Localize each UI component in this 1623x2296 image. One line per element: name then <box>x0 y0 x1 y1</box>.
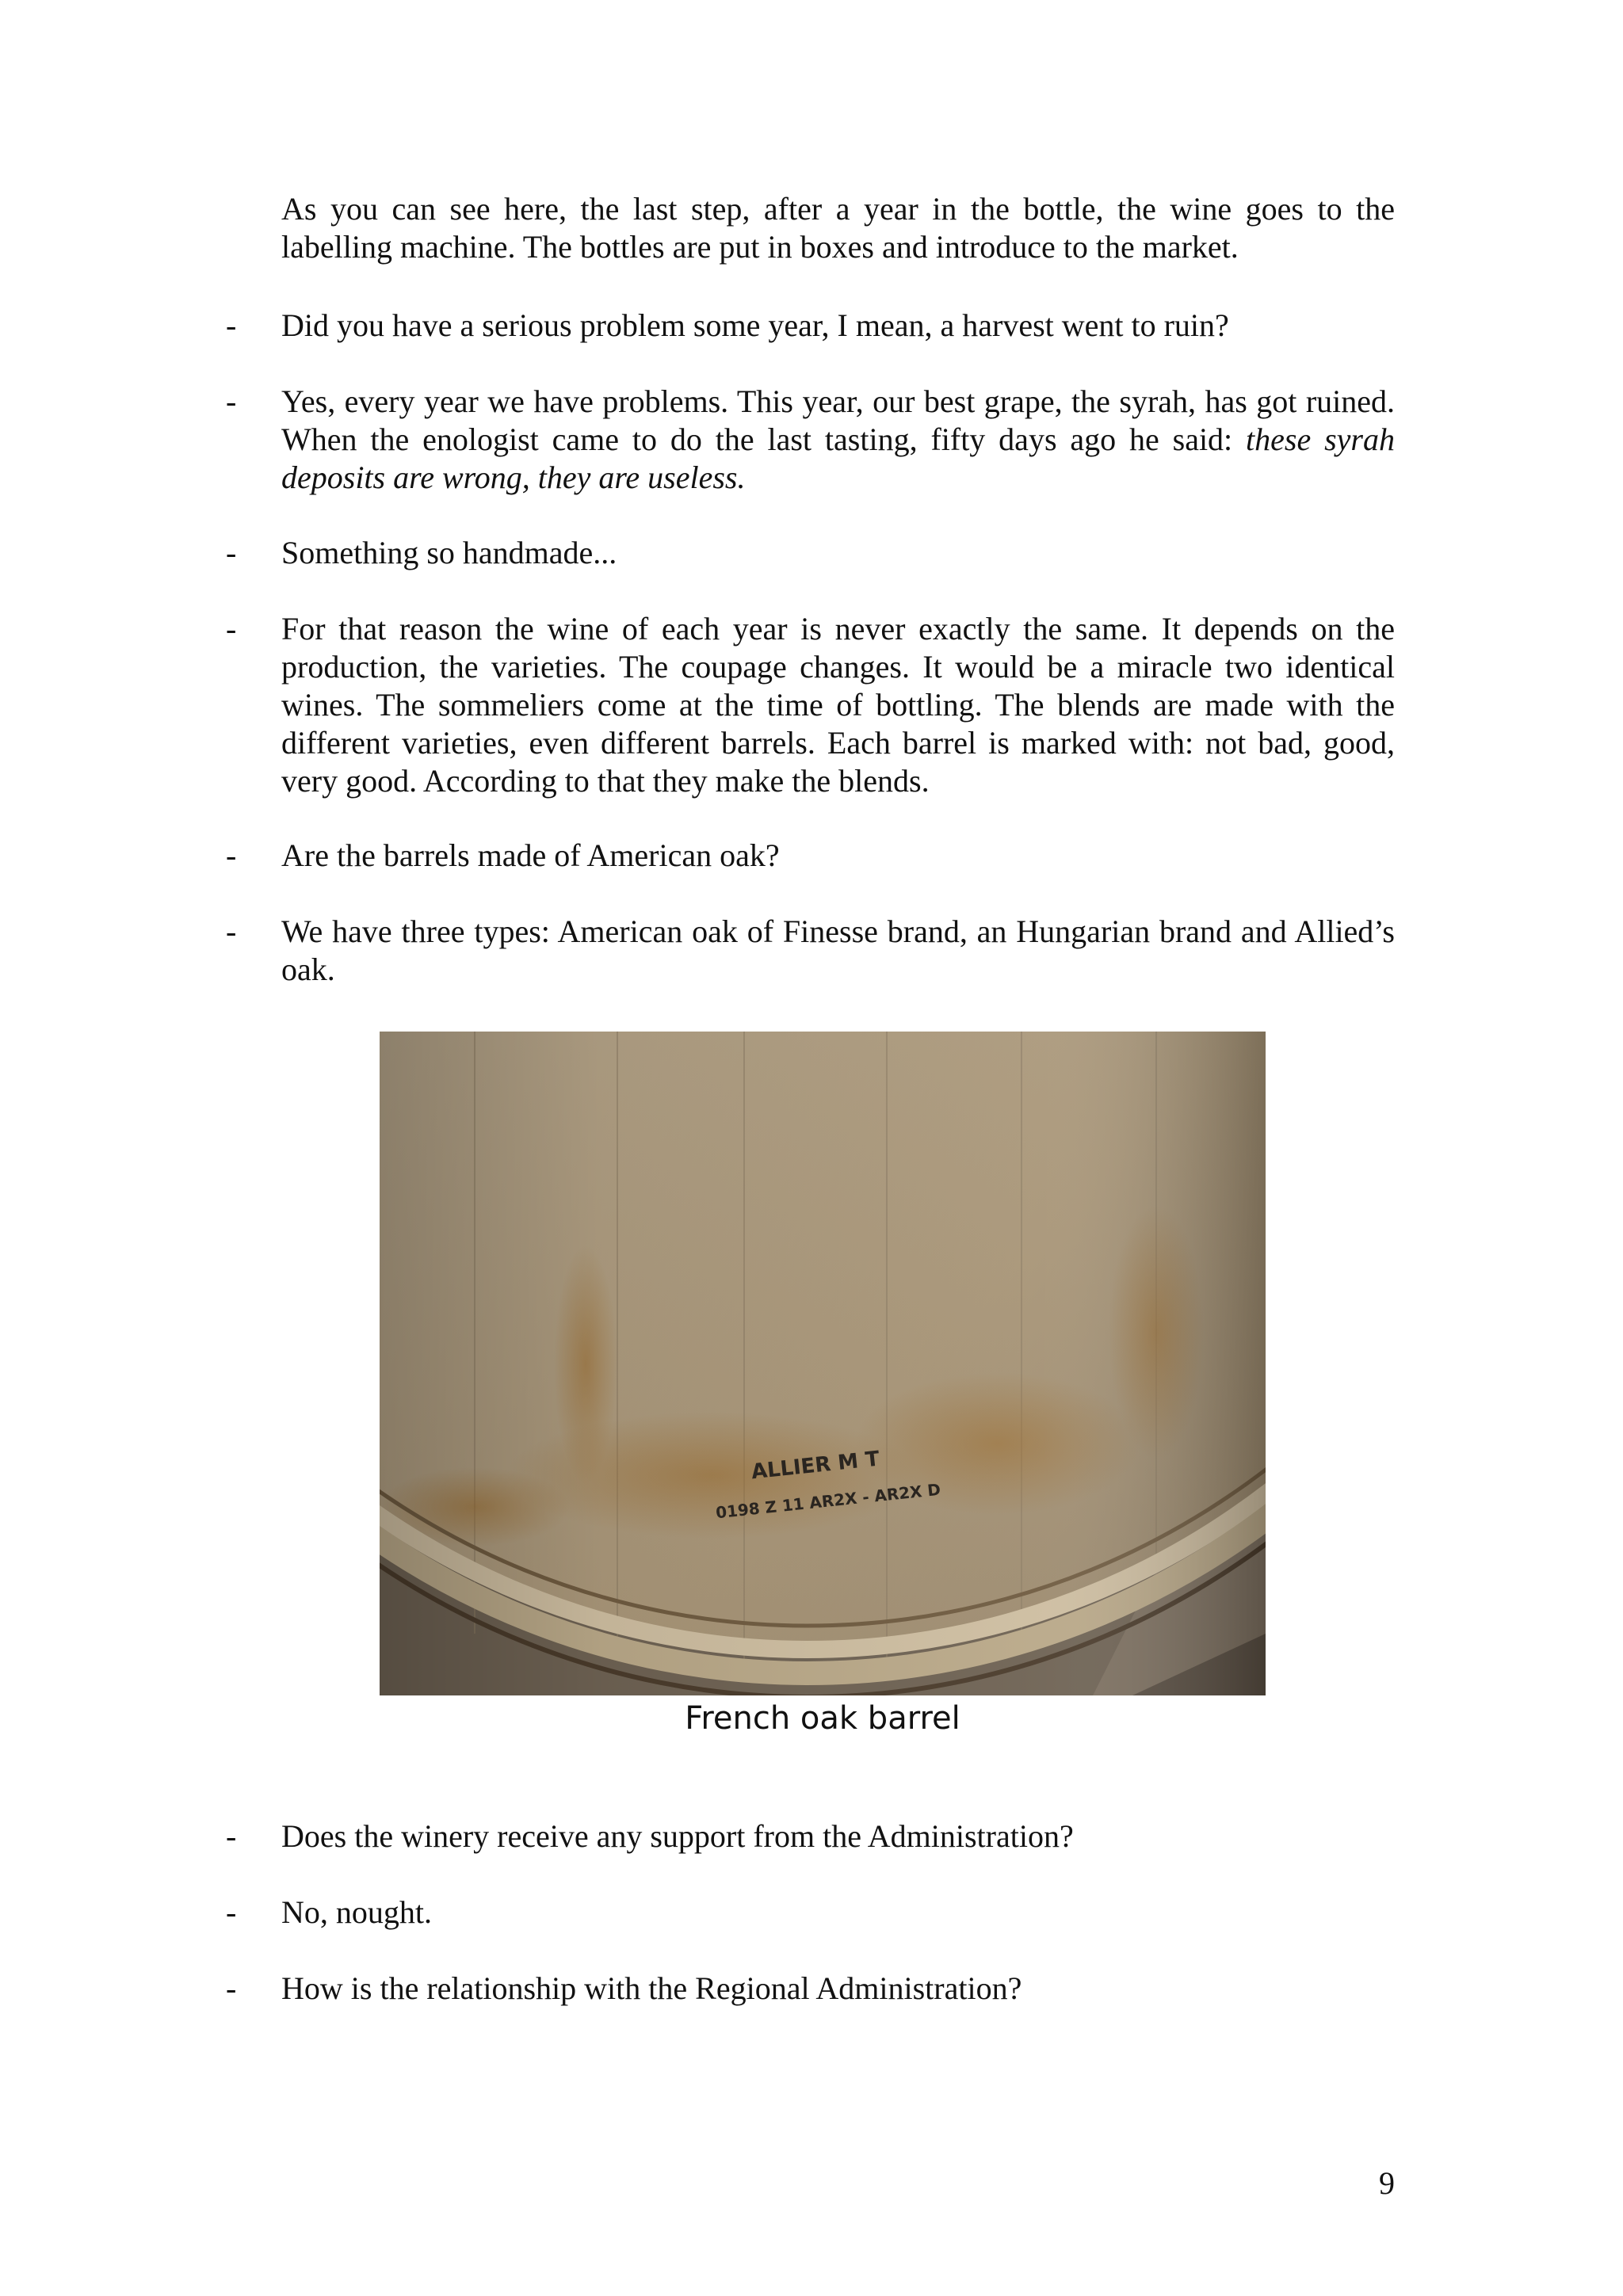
paragraph-text: No, nought. <box>281 1894 432 1930</box>
paragraph-text: Something so handmade... <box>281 535 617 570</box>
paragraph-text: Yes, every year we have problems. This year, our best grape, the syrah, has got ruined. When the enologist came to do the last tasting, fifty days ago he said: these syrah deposits are wrong, they are useless. <box>281 383 1395 495</box>
dialogue-answer <box>226 383 1395 497</box>
dash-bullet: - <box>226 1894 237 1930</box>
paragraph-text: Did you have a serious problem some year, I mean, a harvest went to ruin? <box>281 307 1229 343</box>
dash-bullet: - <box>226 837 237 873</box>
paragraph-text: Does the winery receive any support from the Administration? <box>281 1818 1074 1854</box>
dash-bullet: - <box>226 383 237 419</box>
barrel-photo-illustration <box>380 1032 1266 1695</box>
dialogue-question <box>226 837 1395 875</box>
dialogue-answer <box>226 610 1395 800</box>
paragraph-intro <box>226 190 1395 266</box>
paragraph-text: How is the relationship with the Regional Administration? <box>281 1970 1022 2006</box>
paragraph-text: As you can see here, the last step, after a year in the bottle, the wine goes to the labelling machine. The bottles are put in boxes and introduce to the market. <box>281 191 1395 265</box>
dialogue-answer <box>226 1894 1395 1932</box>
paragraph-text: For that reason the wine of each year is never exactly the same. It depends on the production, the varieties. The coupage changes. It would be a miracle two identical wines. The sommeliers come at the time of bottling. The blends are made with the different varieties, even different barrels. Each barrel is marked with: not bad, good, very good. According to that they make the blends. <box>281 611 1395 799</box>
italic-quote: these syrah deposits are wrong, they are useless. <box>281 421 1395 495</box>
dash-bullet: - <box>226 535 237 570</box>
dialogue-question <box>226 1817 1395 1855</box>
dialogue-question <box>226 1970 1395 2008</box>
dash-bullet: - <box>226 307 237 343</box>
barrel-photo <box>380 1032 1266 1695</box>
figure-caption: French oak barrel <box>685 1700 960 1737</box>
dialogue-question <box>226 307 1395 345</box>
dash-bullet: - <box>226 611 237 646</box>
paragraph-text: Are the barrels made of American oak? <box>281 837 780 873</box>
dash-bullet: - <box>226 1818 237 1854</box>
dash-bullet: - <box>226 1970 237 2006</box>
dialogue-answer <box>226 913 1395 989</box>
paragraph-text: We have three types: American oak of Finesse brand, an Hungarian brand and Allied’s oak. <box>281 913 1395 987</box>
stamp-line-2: 0198 Z 11 AR2X - AR2X D <box>714 1479 942 1523</box>
dialogue-question <box>226 534 1395 572</box>
page-number: 9 <box>1379 2165 1395 2201</box>
stamp-line-1: ALLIER M T <box>750 1447 881 1485</box>
dash-bullet: - <box>226 913 237 949</box>
